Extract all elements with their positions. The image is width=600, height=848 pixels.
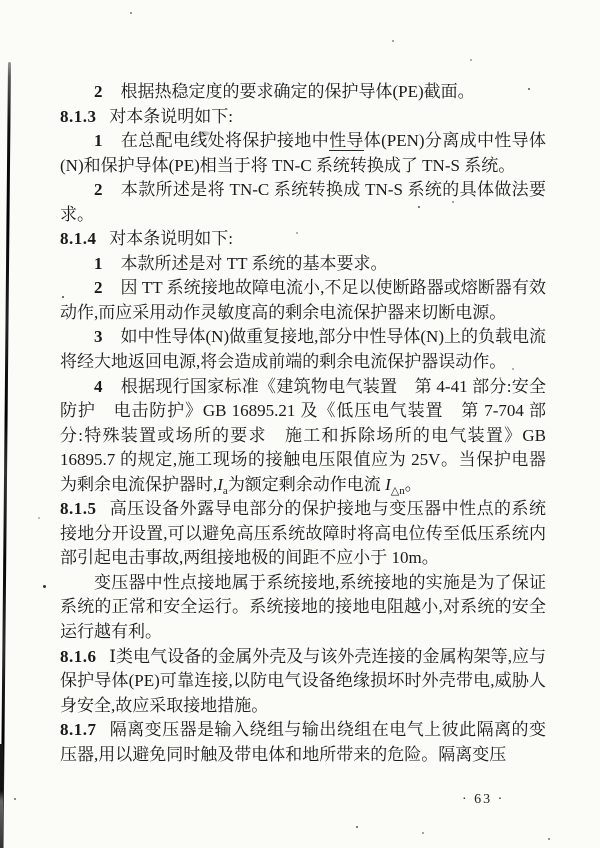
underlined-text: 性导 [329, 131, 364, 151]
paragraph-8-1-3-item-2 [60, 178, 546, 227]
paragraph-text: 因 TT 系统接地故障电流小,不足以使断路器或熔断器有效动作,而应采用动作灵敏度高的剩余电流保护器来切断电源。 [60, 278, 546, 322]
item-number: 1 [94, 131, 104, 151]
item-number: 3 [94, 327, 104, 347]
speckle [356, 826, 358, 828]
paragraph-8-1-5-continued [60, 571, 546, 645]
paragraph-text: 体(PEN)分离成中性导体(N)和保护导体(PE)相当于将 TN-C 系统转换成了 TN-S 系统。 [60, 131, 547, 175]
section-8-1-6 [60, 645, 546, 719]
speckle [422, 832, 424, 834]
current-symbol-Ia: I [217, 474, 223, 494]
section-text: 高压设备外露导电部分的保护接地与变压器中性点的系统接地分开设置,可以避免高压系统故障时将高电位传至低压系统内部引起电击事故,两组接地极的间距不应小于 10m。 [60, 499, 546, 568]
section-number: 8.1.4 [60, 229, 97, 249]
current-symbol-Idn: I [385, 474, 391, 494]
section-number: 8.1.6 [60, 646, 97, 666]
speckle [14, 798, 16, 800]
paragraph-8-1-3-item-1 [60, 129, 546, 178]
section-number: 8.1.5 [60, 499, 97, 519]
section-8-1-5 [60, 497, 546, 571]
paragraph-text: 变压器中性点接地属于系统接地,系统接地的实施是为了保证系统的正常和安全运行。系统接地的接地电阻越小,对系统的安全运行越有利。 [60, 572, 546, 642]
paragraph-text: 为额定剩余动作电流 [227, 474, 386, 494]
item-number: 2 [94, 278, 104, 298]
subscript-delta-n: △n [390, 484, 405, 497]
paragraph-8-1-4-item-3 [60, 325, 546, 374]
scan-binding-artifact [0, 62, 11, 848]
paragraph-text: 。 [404, 474, 422, 494]
item-number: 2 [94, 82, 104, 101]
item-number: 2 [94, 180, 104, 200]
item-number: 4 [94, 376, 104, 396]
section-8-1-3 [60, 105, 546, 130]
section-text: 对本条说明如下: [109, 106, 233, 126]
document-body [60, 80, 546, 767]
section-8-1-4 [60, 227, 546, 252]
paragraph-8-1-4-item-1 [60, 252, 546, 277]
subscript-a: a [222, 484, 228, 497]
section-text: 隔离变压器是输入绕组与输出绕组在电气上彼此隔离的变压器,用以避免同时触及带电体和地所带来的危险。隔离变压 [60, 720, 546, 764]
paragraph-text: 本款所述是对 TT 系统的基本要求。 [120, 253, 388, 273]
speckle [392, 40, 394, 42]
section-8-1-7 [60, 718, 546, 767]
speckle [38, 517, 40, 519]
speckle [548, 838, 550, 840]
paragraph-text: 如中性导体(N)做重复接地,部分中性导体(N)上的负载电流将经大地返回电源,将会造成前端的剩余电流保护器误动作。 [60, 327, 546, 372]
speckle [130, 12, 132, 14]
section-number: 8.1.7 [60, 720, 97, 740]
section-number: 8.1.3 [60, 106, 97, 126]
paragraph-pe-cross-section [60, 80, 546, 105]
paragraph-text: 本款所述是将 TN-C 系统转换成 TN-S 系统的具体做法要求。 [60, 180, 546, 224]
speckle [470, 59, 472, 61]
page-number: · 63 · [462, 792, 505, 807]
paragraph-8-1-4-item-2 [60, 276, 546, 325]
section-text: Ⅰ类电气设备的金属外壳及与该外壳连接的金属构架等,应与保护导体(PE)可靠连接,以防电气设备绝缘损坏时外壳带电,威胁人身安全,故应采取接地措施。 [60, 646, 546, 715]
paragraph-text: 在总配电线处将保护接地中 [120, 131, 330, 151]
item-number: 1 [94, 253, 104, 273]
speckle [43, 585, 46, 588]
paragraph-text: 根据现行国家标准《建筑物电气装置 第 4-41 部分:安全防护 电击防护》GB 16895.21 及《低压电气装置 第 7-704 部分:特殊装置或场所的要求 施工和拆除场所的电气装置》GB 16895.7 的规定,施工现场的接触电压限值应为 25V。当保护电器为剩余电流保护器时, [60, 376, 546, 494]
paragraph-text: 根据热稳定度的要求确定的保护导体(PE)截面。 [120, 82, 475, 101]
scan-binding-artifact-bottom [0, 744, 3, 848]
section-text: 对本条说明如下: [109, 229, 233, 249]
paragraph-8-1-4-item-4 [60, 375, 546, 498]
